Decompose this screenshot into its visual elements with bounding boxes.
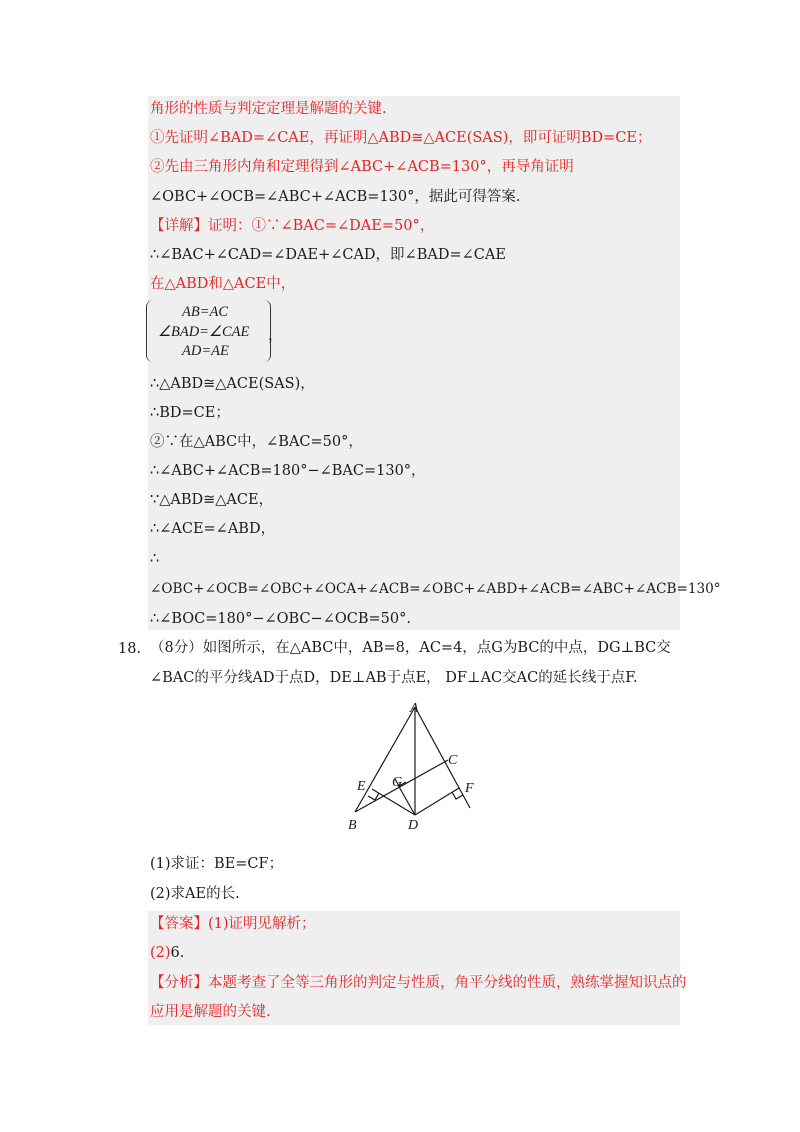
right-angle-e [368, 793, 379, 800]
solution-line-8: ∴△ABD≅△ACE(SAS)， [150, 376, 315, 392]
problem-line-2: ∠BAC的平分线AD于点D，DE⊥AB于点E， DF⊥AC交AC的延长线于点F. [150, 670, 638, 686]
analysis-line-2: 应用是解题的关键. [150, 1004, 271, 1020]
solution-line-10: ②∵在△ABC中，∠BAC=50°， [150, 434, 363, 450]
question-1: (1)求证：BE=CF； [150, 856, 284, 872]
solution-line-3: ②先由三角形内角和定理得到∠ABC+∠ACB=130°，再导角证明 [150, 159, 574, 175]
label-c: C [448, 753, 458, 768]
answer-line-2 [150, 943, 184, 963]
segment-de [372, 789, 415, 815]
solution-line-12: ∵△ABD≅△ACE， [150, 492, 274, 508]
label-e: E [357, 779, 366, 794]
answer-part-2-prefix: (2) [150, 945, 171, 961]
problem-number: 18. [118, 641, 142, 657]
label-d: D [408, 818, 419, 833]
analysis-tag: 【分析】 [150, 975, 208, 991]
solution-line-2: ①先证明∠BAD=∠CAE，再证明△ABD≅△ACE(SAS)，即可证明BD=CE； [150, 130, 652, 146]
answer-tag: 【答案】 [150, 916, 208, 932]
segment-df [415, 788, 459, 815]
solution-line-13: ∴∠ACE=∠ABD， [150, 521, 276, 537]
solution-line-1: 角形的性质与判定定理是解题的关键. [150, 101, 387, 117]
label-f: F [465, 781, 474, 796]
solution-line-9: ∴BD=CE； [150, 405, 230, 421]
segment-ab [355, 707, 415, 812]
right-angle-f [452, 792, 463, 799]
problem-line-1: （8分）如图所示，在△ABC中，AB=8，AC=4，点G为BC的中点，DG⊥BC交 [150, 640, 671, 656]
solution-line-16: ∴∠BOC=180°−∠OBC−∠OCB=50°. [150, 611, 411, 627]
question-2: (2)求AE的长. [150, 886, 240, 902]
segment-bc [355, 760, 448, 812]
detail-tag: 【详解】 [150, 218, 208, 234]
answer-part-1: (1)证明见解析； [208, 916, 316, 932]
solution-line-14: ∴ [150, 551, 160, 567]
label-g: G [392, 775, 403, 790]
solution-line-6: ∴∠BAC+∠CAD=∠DAE+∠CAD，即∠BAD=∠CAE [150, 247, 506, 263]
system-row-1: AB=AC [182, 304, 229, 320]
analysis-line-1 [150, 973, 687, 993]
system-end: ， [268, 328, 283, 344]
left-brace [146, 300, 153, 362]
answer-part-2-suffix: . [179, 945, 185, 961]
answer-part-2-value: 6 [170, 945, 180, 961]
segment-af-ext [415, 707, 470, 808]
solution-line-11: ∴∠ABC+∠ACB=180°−∠BAC=130°， [150, 463, 426, 479]
system-row-3: AD=AE [182, 343, 229, 359]
right-angle-g [395, 779, 406, 786]
detail-text: 证明：①∵∠BAC=∠DAE=50°， [208, 218, 435, 234]
label-a: A [410, 701, 419, 716]
system-row-2: ∠BAD=∠CAE [158, 324, 250, 340]
solution-line-15: ∠OBC+∠OCB=∠OBC+∠OCA+∠ACB=∠OBC+∠ABD+∠ACB=∠ABC+∠ACB=130° [150, 581, 721, 597]
label-b: B [348, 818, 357, 833]
answer-line-1 [150, 914, 316, 934]
segment-dg [398, 785, 415, 815]
detail-line [150, 216, 434, 236]
analysis-text-1: 本题考查了全等三角形的判定与性质，角平分线的性质，熟练掌握知识点的 [208, 975, 687, 991]
solution-line-7: 在△ABD和△ACE中， [150, 276, 296, 292]
solution-line-4: ∠OBC+∠OCB=∠ABC+∠ACB=130°，据此可得答案. [150, 189, 521, 205]
